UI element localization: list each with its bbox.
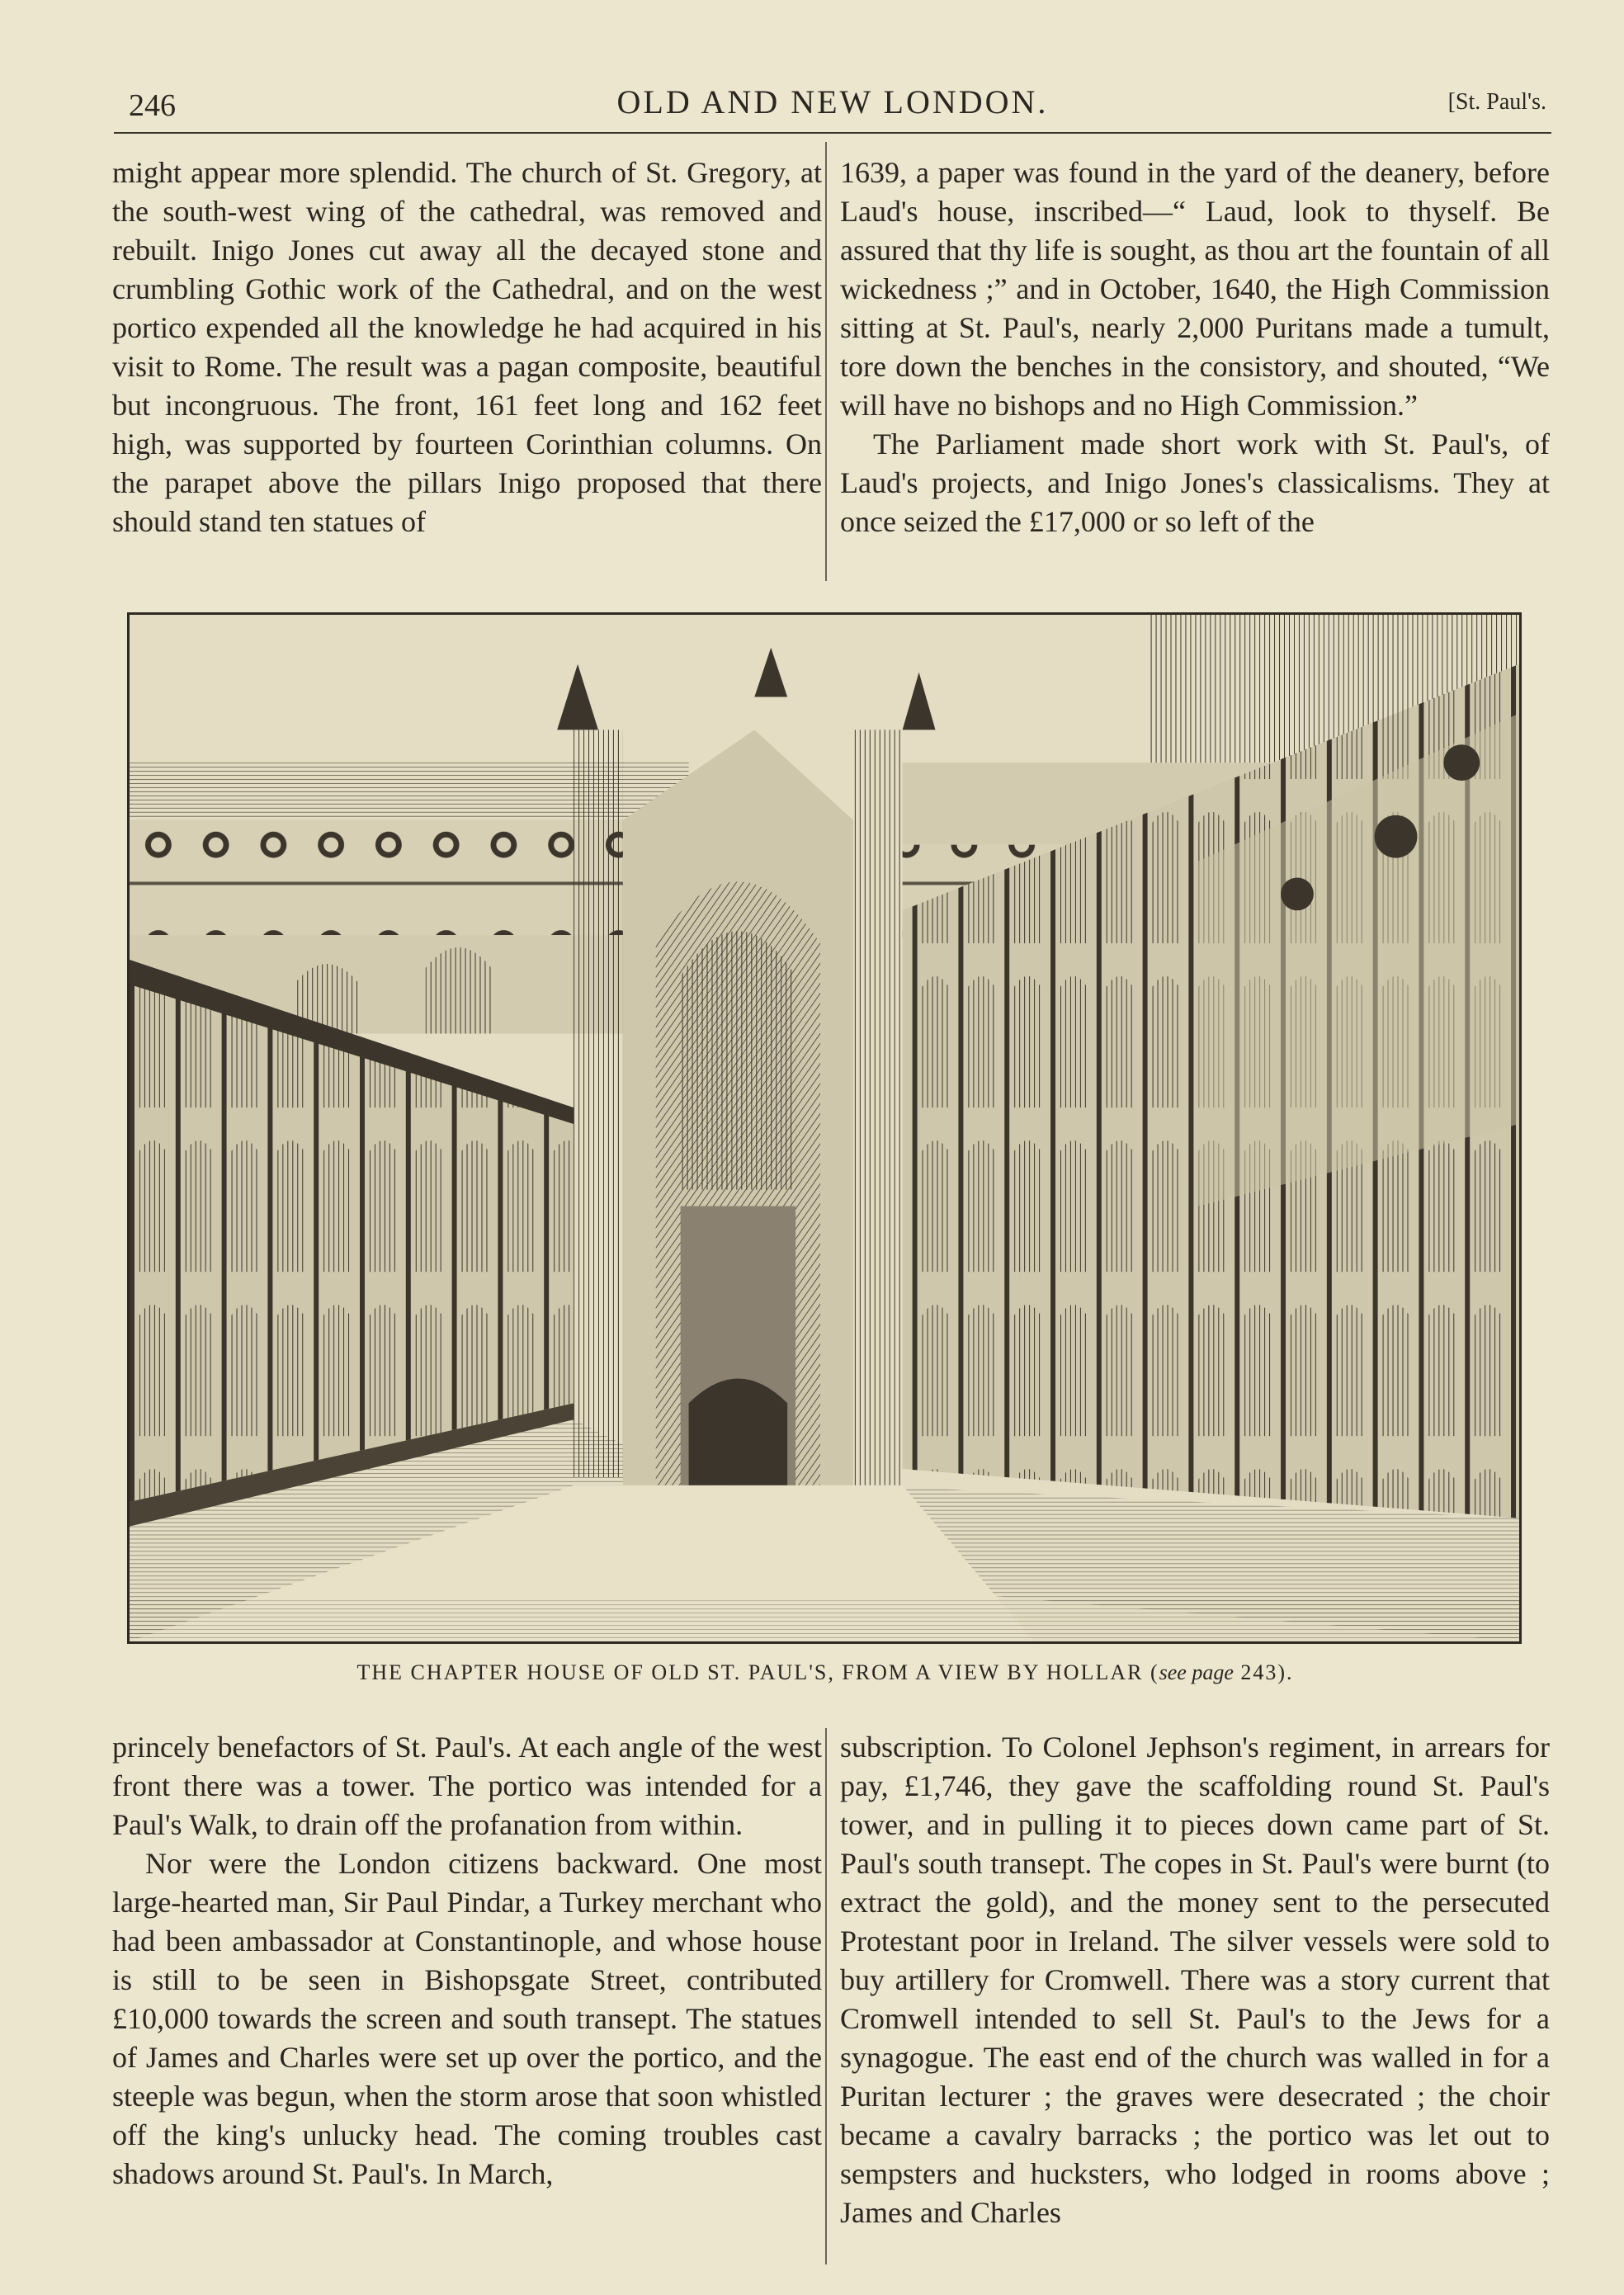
running-title: OLD AND NEW LONDON. <box>616 83 1049 120</box>
paragraph: 1639, a paper was found in the yard of the deanery, before Laud's house, inscribed—“ Laud, look to thyself. Be assured that thy life is sought, as thou art the fountain of all wickedness ;” and in October, 1640, the High Commission sitting at St. Paul's, nearly 2,000 Puritans made a tumult, tore down the benches in the consistory, and shouted, “We will have no bishops and no High Commission.” <box>840 156 1550 422</box>
column-bottom-right <box>840 1728 1550 2232</box>
caption-end: 243). <box>1233 1660 1294 1684</box>
chapter-house-engraving <box>127 612 1522 1644</box>
section-marker: [St. Paul's. <box>1447 89 1546 115</box>
paragraph: might appear more splendid. The church of St. Gregory, at the south-west wing of the cathedral, was removed and rebuilt. Inigo Jones cut away all the decayed stone and crumbling Gothic work of the Cathedral, and on the west portico expended all the knowledge he had acquired in his visit to Rome. The result was a pagan composite, beautiful but incongruous. The front, 161 feet long and 162 feet high, was supported by fourteen Corinthian columns. On the parapet above the pillars Inigo proposed that there should stand ten statues of <box>112 156 822 538</box>
column-divider-bottom <box>825 1728 827 2264</box>
column-divider-top <box>825 142 827 581</box>
figure-caption <box>116 1660 1535 1685</box>
paragraph: Nor were the London citizens backward. One most large-hearted man, Sir Paul Pindar, a Turkey merchant who had been ambassador at Constantinople, and whose house is still to be seen in Bishopsgate Street, contributed £10,000 towards the screen and south transept. The statues of James and Charles were set up over the portico, and the steeple was begun, when the storm arose that soon whistled off the king's unlucky head. The coming troubles cast shadows around St. Paul's. In March, <box>112 1847 822 2190</box>
paragraph: The Parliament made short work with St. Paul's, of Laud's projects, and Inigo Jones's classicalisms. They at once seized the £17,000 or so left of the <box>840 427 1550 538</box>
paragraph: subscription. To Colonel Jephson's regiment, in arrears for pay, £1,746, they gave the scaffolding round St. Paul's tower, and in pulling it to pieces down came part of St. Paul's south transept. The copes in St. Paul's were burnt (to extract the gold), and the money sent to the persecuted Protestant poor in Ireland. The silver vessels were sold to buy artillery for Cromwell. There was a story current that Cromwell intended to sell St. Paul's to the Jews for a synagogue. The east end of the church was walled in for a Puritan lecturer ; the graves were desecrated ; the choir became a cavalry barracks ; the portico was let out to sempsters and hucksters, who lodged in rooms above ; James and Charles <box>840 1731 1550 2229</box>
caption-italic: see page <box>1159 1660 1234 1684</box>
page-number: 246 <box>129 88 176 123</box>
paragraph: princely benefactors of St. Paul's. At each angle of the west front there was a tower. The portico was intended for a Paul's Walk, to drain off the profanation from within. <box>112 1731 822 1841</box>
column-bottom-left <box>112 1728 822 2193</box>
column-top-right <box>840 153 1550 541</box>
header-rule <box>114 132 1551 134</box>
engraving-illustration <box>130 615 1519 1641</box>
column-top-left <box>112 153 822 541</box>
page-header <box>114 76 1551 125</box>
caption-text: THE CHAPTER HOUSE OF OLD ST. PAUL'S, FROM A VIEW BY HOLLAR ( <box>356 1660 1159 1684</box>
